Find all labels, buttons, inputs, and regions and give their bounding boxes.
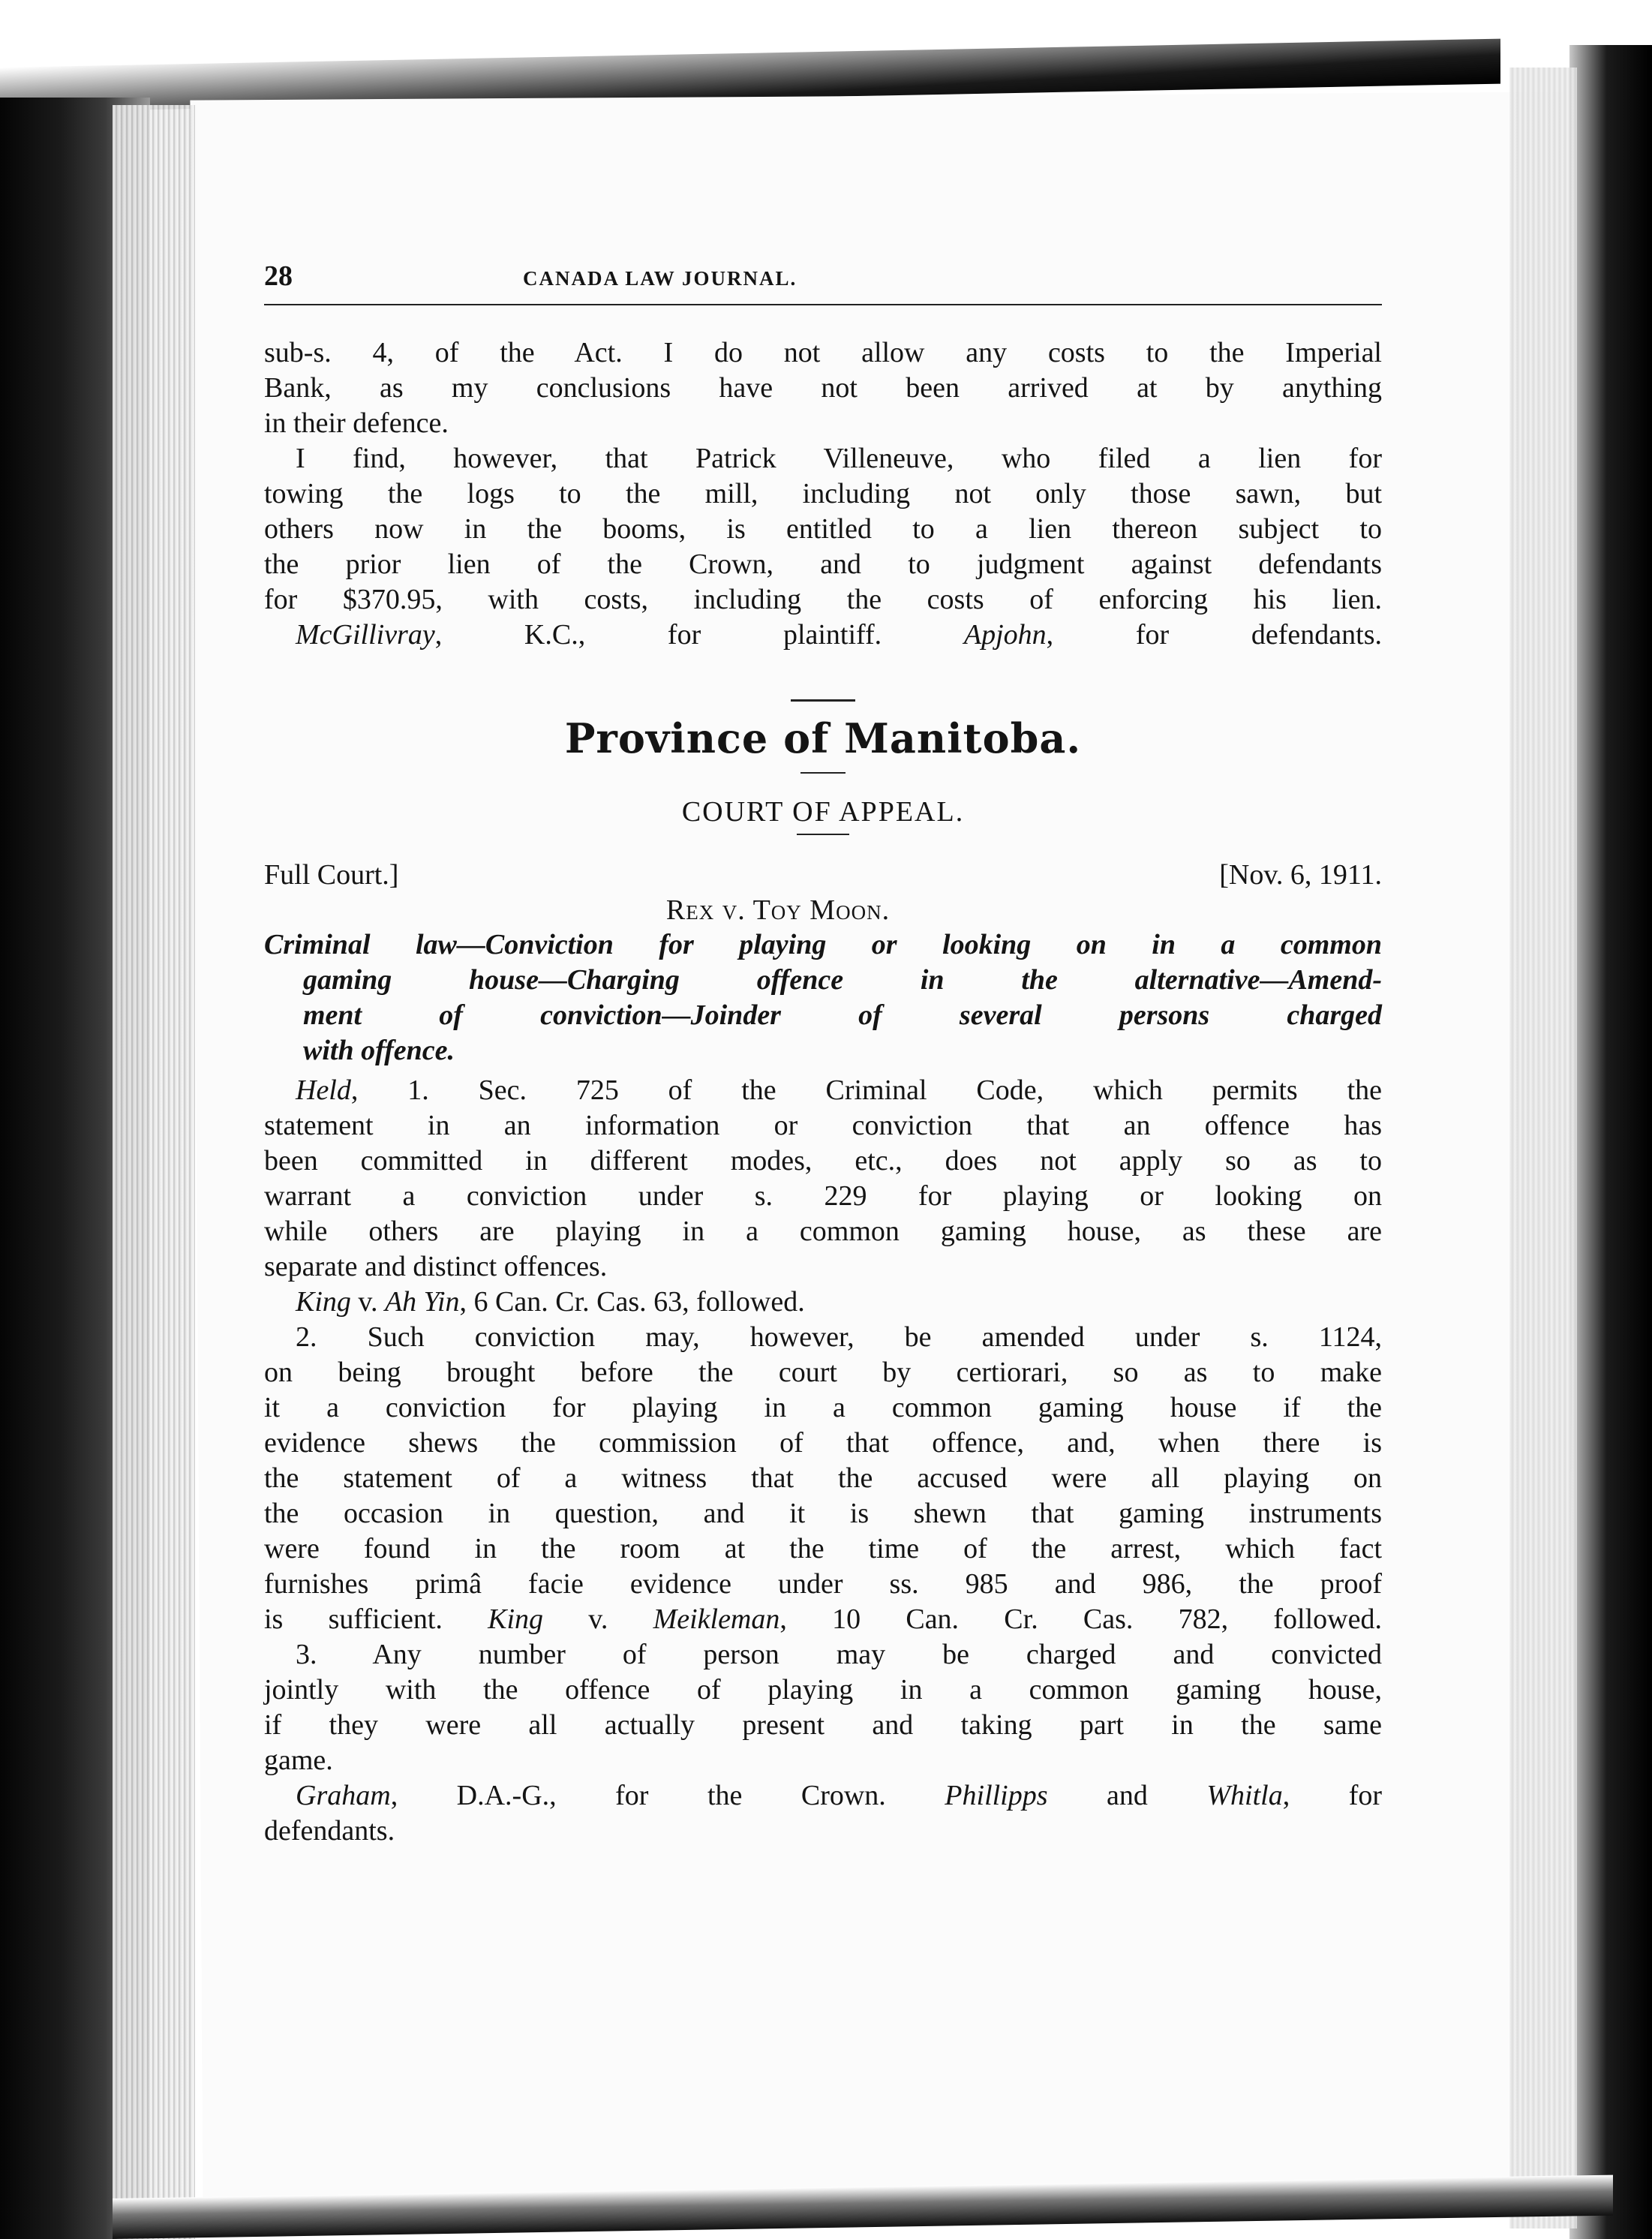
running-head	[264, 259, 1382, 295]
text-line: evidence shews the commission of that offence, and, when there is	[264, 1427, 1382, 1459]
text-line: the prior lien of the Crown, and to judgment against defendants	[264, 548, 1382, 580]
citation-text: , 10 Can. Cr. Cas. 782, followed.	[779, 1603, 1382, 1635]
counsel-line	[264, 1778, 1382, 1814]
counsel-name: Phillipps	[945, 1780, 1048, 1811]
citation-line	[264, 1602, 1382, 1637]
counsel-role: , for	[1282, 1780, 1382, 1811]
page-number: 28	[264, 260, 293, 292]
court-heading: COURT OF APPEAL.	[681, 796, 965, 828]
text-line: been committed in different modes, etc., does not apply so as to	[264, 1145, 1382, 1177]
text-line: in their defence.	[264, 407, 449, 439]
page-edges-left	[113, 105, 195, 2239]
counsel-name: Whitla	[1206, 1780, 1283, 1811]
scan-right-spine	[1569, 45, 1652, 2239]
text-line: statement in an information or conviction that an offence has	[264, 1110, 1382, 1141]
held-word: Held	[296, 1074, 351, 1106]
counsel-role: , K.C., for plaintiff.	[434, 619, 882, 651]
counsel-name: Apjohn	[963, 619, 1047, 651]
text-line: 2. Such conviction may, however, be amended under s. 1124,	[296, 1321, 1382, 1353]
text-line: furnishes primâ facie evidence under ss. 985 and 986, the proof	[264, 1568, 1382, 1600]
text-fragment: is sufficient.	[264, 1603, 488, 1635]
case-name: Ah Yin	[384, 1286, 460, 1318]
text-line: on being brought before the court by certiorari, so as to make	[264, 1357, 1382, 1388]
text-line: the occasion in question, and it is shewn that gaming instruments	[264, 1498, 1382, 1529]
section-divider	[791, 699, 855, 702]
counsel-role: , for defendants.	[1046, 619, 1382, 651]
counsel-line	[264, 618, 1382, 653]
text-line: others now in the booms, is entitled to a lien thereon subject to	[264, 513, 1382, 545]
versus: v.	[543, 1603, 653, 1635]
header-rule	[264, 304, 1382, 305]
heading-divider	[797, 834, 849, 835]
case-name: King	[488, 1603, 544, 1635]
headnote-line: with offence.	[303, 1035, 455, 1066]
versus: v.	[350, 1286, 385, 1318]
text-line: the statement of a witness that the accused were all playing on	[264, 1462, 1382, 1494]
text-line: 3. Any number of person may be charged and convicted	[296, 1639, 1382, 1670]
text-line: while others are playing in a common gaming house, as these are	[264, 1216, 1382, 1247]
text-line: jointly with the offence of playing in a common gaming house,	[264, 1674, 1382, 1706]
text-line: separate and distinct offences.	[264, 1251, 608, 1282]
text-line: sub-s. 4, of the Act. I do not allow any costs to the Imperial	[264, 337, 1382, 368]
case-name: Meikleman	[653, 1603, 780, 1635]
counsel-name: McGillivray	[296, 619, 435, 651]
page-content	[264, 259, 1382, 1849]
heading-divider	[800, 772, 846, 774]
citation-text: , 6 Can. Cr. Cas. 63, followed.	[459, 1286, 805, 1318]
citation-line	[264, 1285, 1382, 1320]
counsel-name: Graham	[296, 1780, 391, 1811]
journal-title: CANADA LAW JOURNAL.	[523, 267, 797, 290]
decision-date: [Nov. 6, 1911.	[1219, 859, 1382, 891]
text-line: if they were all actually present and taking part in the same	[264, 1709, 1382, 1741]
case-title: Rex v. Toy Moon.	[665, 894, 891, 926]
text-line: it a conviction for playing in a common gaming house if the	[264, 1392, 1382, 1423]
text-line: were found in the room at the time of the arrest, which fact	[264, 1533, 1382, 1564]
closing-counsel	[264, 1778, 1382, 1849]
text-line: game.	[264, 1745, 333, 1776]
text-line: I find, however, that Patrick Villeneuve, who filed a lien for	[296, 443, 1382, 474]
text-line: for $370.95, with costs, including the costs of enforcing his lien.	[264, 584, 1382, 615]
text-line: towing the logs to the mill, including not only those sawn, but	[264, 478, 1382, 509]
case-court-date-row	[264, 858, 1382, 893]
headnote-line: ment of conviction—Joinder of several persons charged	[303, 999, 1382, 1031]
case-name: King	[296, 1286, 351, 1318]
text-line: warrant a conviction under s. 229 for playing or looking on	[264, 1180, 1382, 1212]
counsel-role: , D.A.-G., for the Crown.	[390, 1780, 886, 1811]
headnote-line: gaming house—Charging offence in the alternative—Amend-	[303, 964, 1382, 996]
text-line: defendants.	[264, 1815, 395, 1847]
headnote-line: Criminal law—Conviction for playing or looking on in a common	[264, 929, 1382, 960]
conjunction: and	[1047, 1780, 1207, 1811]
held-text: , 1. Sec. 725 of the Criminal Code, which permits the	[350, 1074, 1382, 1106]
text-line	[264, 1073, 1382, 1108]
text-line: Bank, as my conclusions have not been arrived at by anything	[264, 372, 1382, 404]
court-name: Full Court.]	[264, 859, 399, 891]
headnote	[264, 927, 1382, 1068]
top-section	[264, 335, 1382, 653]
page-edges-right	[1509, 68, 1577, 2228]
scan-top-shadow	[0, 0, 1652, 105]
province-heading: Province of Manitoba.	[564, 714, 1082, 762]
held-section	[264, 1073, 1382, 1778]
